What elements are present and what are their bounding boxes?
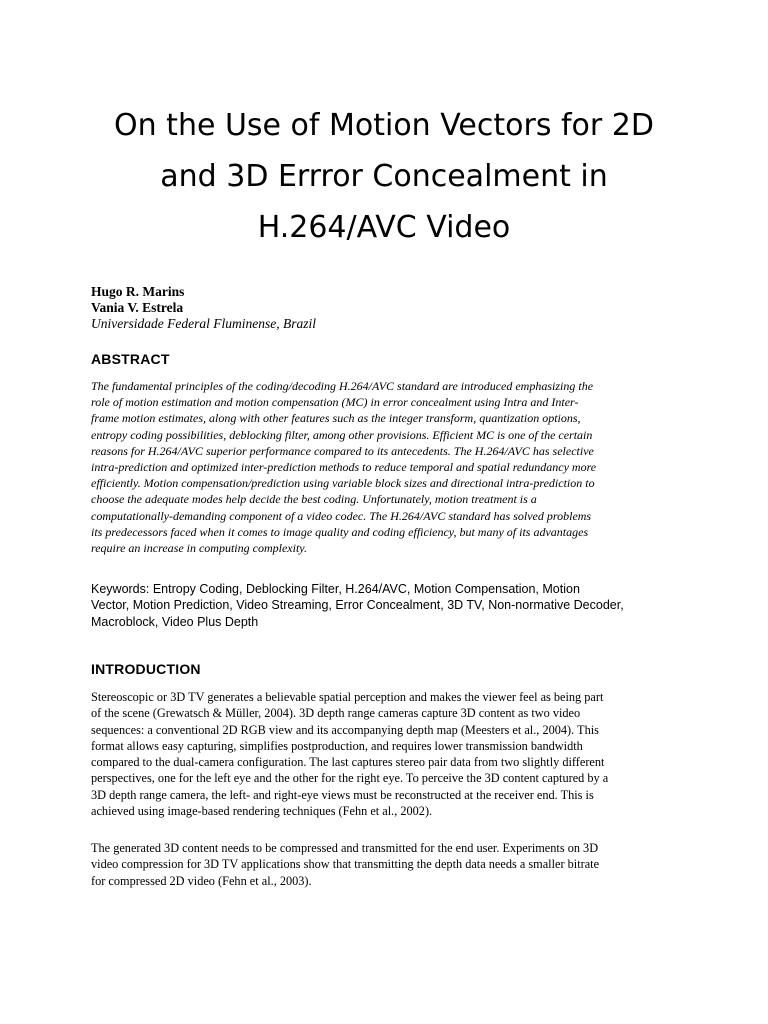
title-line: On the Use of Motion Vectors for 2D [114,108,654,143]
paragraph-line: compared to the dual-camera configuration. The last captures stereo pair data from two slightly different [91,755,605,770]
abstract-heading: ABSTRACT [91,351,170,367]
introduction-heading: INTRODUCTION [91,661,201,677]
abstract-line: frame motion estimates, along with other features such as the integer transform, quantization options, [91,411,581,426]
paragraph-line: Stereoscopic or 3D TV generates a believable spatial perception and makes the viewer feel as being part [91,690,604,704]
abstract-line: efficiently. Motion compensation/prediction using variable block sizes and directional intra-prediction to [91,476,595,491]
keywords-line: Vector, Motion Prediction, Video Streaming, Error Concealment, 3D TV, Non-normative Decoder, [91,598,624,613]
paragraph-line: achieved using image-based rendering techniques (Fehn et al., 2002). [91,804,433,819]
abstract-line: computationally-demanding component of a video codec. The H.264/AVC standard has solved problems [91,508,592,523]
paragraph-line: perspectives, one for the left eye and the other for the right eye. To perceive the 3D content captured by a [91,771,609,786]
abstract-line: role of motion estimation and motion compensation (MC) in error concealment using Intra and Inter- [91,395,579,410]
author-name: Hugo R. Marins [91,284,185,299]
abstract-line: require an increase in computing complexity. [91,541,307,556]
paragraph-line: video compression for 3D TV applications show that transmitting the depth data needs a smaller bitrate [91,857,600,872]
author-block [91,284,651,332]
keywords-block [91,581,651,630]
title-line: H.264/AVC Video [257,210,511,245]
abstract-line: reasons for H.264/AVC superior performance compared to its antecedents. The H.264/AVC has selective [91,443,594,458]
abstract-line: choose the adequate modes help decide the best coding. Unfortunately, motion treatment is a [91,492,537,507]
intro-paragraph-2 [91,840,681,889]
keywords-line: Macroblock, Video Plus Depth [91,614,259,629]
abstract-line: entropy coding possibilities, deblocking filter, among other provisions. Efficient MC is one of the certain [91,427,593,442]
intro-paragraph-1 [91,689,681,819]
author-affiliation: Universidade Federal Fluminense, Brazil [91,316,316,331]
abstract-line: its predecessors faced when it comes to image quality and coding efficiency, but many of its advantages [91,524,589,539]
paragraph-line: format allows easy capturing, simplifies postproduction, and requires lower transmission bandwidth [91,738,583,753]
abstract-text [91,378,676,556]
paragraph-line: sequences: a conventional 2D RGB view and its accompanying depth map (Meesters et al., 2004). This [91,722,599,737]
paper-title [84,100,684,253]
paragraph-line: 3D depth range camera, the left- and right-eye views must be reconstructed at the receiver end. This is [91,787,594,802]
keywords-line: Keywords: Entropy Coding, Deblocking Filter, H.264/AVC, Motion Compensation, Motion [91,582,580,596]
abstract-line: intra-prediction and optimized inter-prediction methods to reduce temporal and spatial redundancy more [91,460,597,475]
author-name: Vania V. Estrela [91,300,184,315]
paragraph-line: for compressed 2D video (Fehn et al., 2003). [91,873,312,888]
title-line: and 3D Errror Concealment in [160,159,608,194]
paragraph-line: The generated 3D content needs to be compressed and transmitted for the end user. Experiments on 3D [91,841,599,855]
paragraph-line: of the scene (Grewatsch & Müller, 2004). 3D depth range cameras capture 3D content as two video [91,706,581,721]
abstract-line: The fundamental principles of the coding/decoding H.264/AVC standard are introduced emphasizing the [91,379,594,393]
